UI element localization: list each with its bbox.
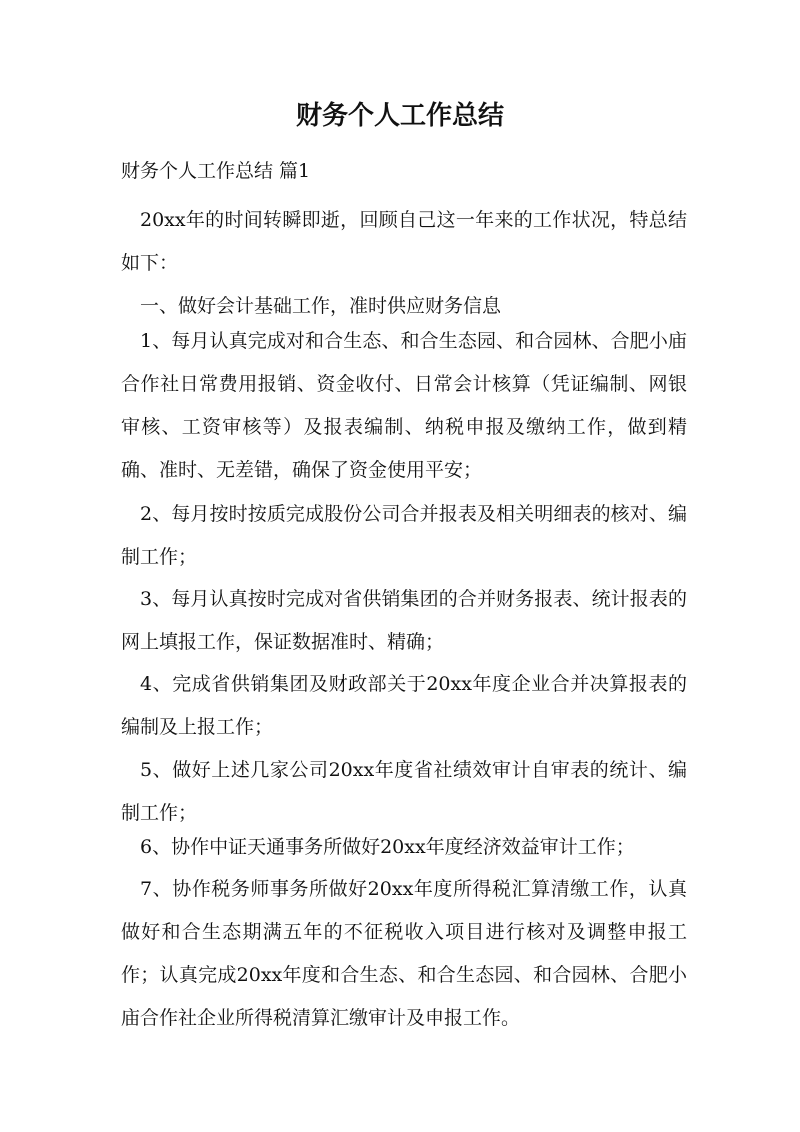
paragraph-item-6: 6、协作中证天通事务所做好20xx年度经济效益审计工作； <box>140 836 635 858</box>
document-title: 财务个人工作总结 <box>295 101 504 131</box>
paragraph-heading-1: 一、做好会计基础工作，准时供应财务信息 <box>140 295 502 317</box>
paragraph-item-5: 5、做好上述几家公司20xx年度省社绩效审计自审表的统计、编制工作； <box>121 759 687 824</box>
paragraph-item-4: 4、完成省供销集团及财政部关于20xx年度企业合并决算报表的编制及上报工作； <box>121 673 687 738</box>
paragraph-item-2: 2、每月按时按质完成股份公司合并报表及相关明细表的核对、编制工作； <box>121 503 687 568</box>
paragraph-item-3: 3、每月认真按时完成对省供销集团的合并财务报表、统计报表的网上填报工作，保证数据准时、精确； <box>121 588 687 653</box>
paragraph-intro: 20xx年的时间转瞬即逝，回顾自己这一年来的工作状况，特总结如下： <box>121 209 687 274</box>
paragraph-item-1: 1、每月认真完成对和合生态、和合生态园、和合园林、合肥小庙合作社日常费用报销、资金收付、日常会计核算（凭证编制、网银审核、工资审核等）及报表编制、纳税申报及缴纳工作，做到精确、准时、无差错，确保了资金使用平安； <box>121 330 687 481</box>
paragraph-item-7: 7、协作税务师事务所做好20xx年度所得税汇算清缴工作，认真做好和合生态期满五年的不征税收入项目进行核对及调整申报工作；认真完成20xx年度和合生态、和合生态园、和合园林、合肥小庙合作社企业所得税清算汇缴审计及申报工作。 <box>121 878 687 1029</box>
section-heading: 财务个人工作总结 篇1 <box>121 160 311 182</box>
